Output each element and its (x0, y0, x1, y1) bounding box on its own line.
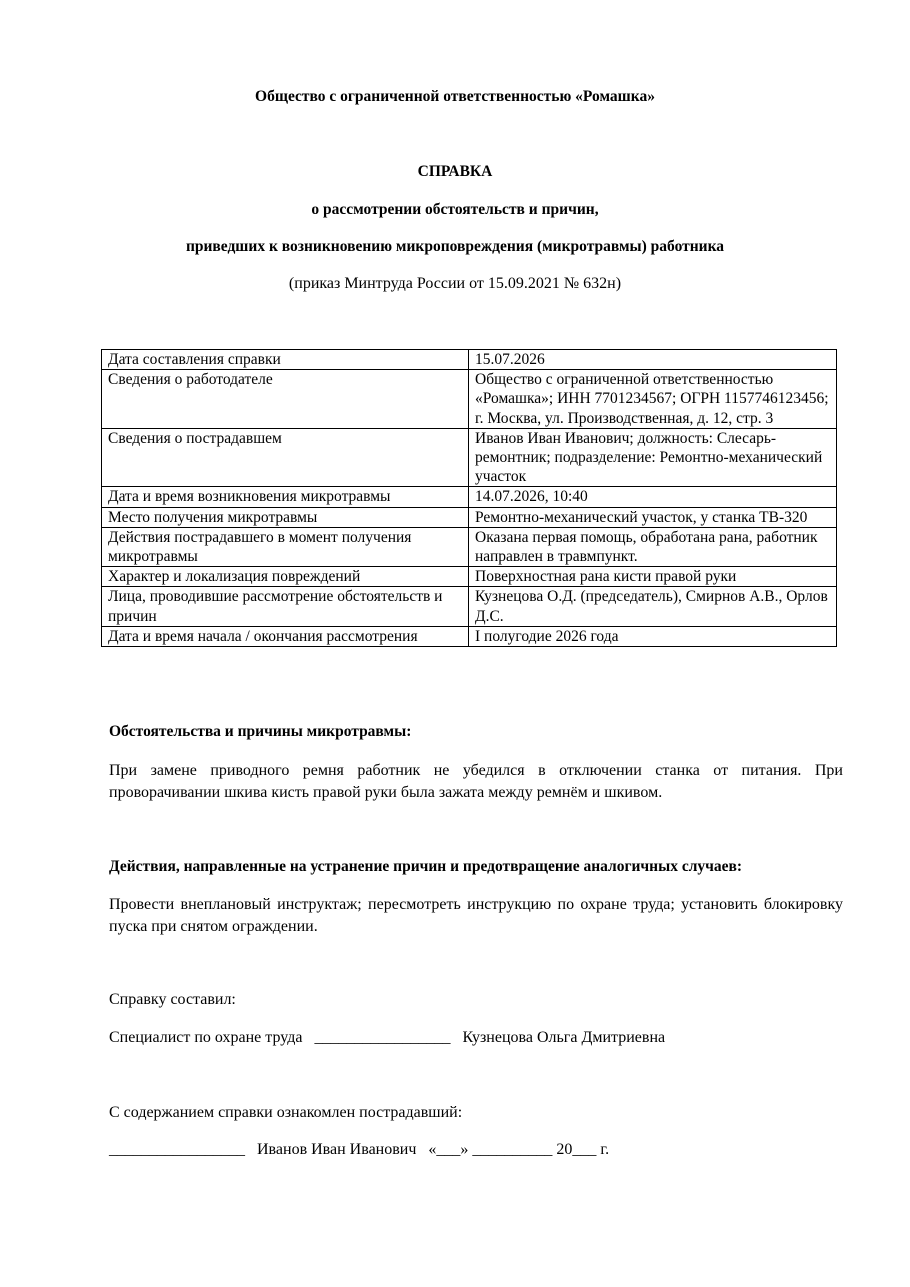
table-cell-value: Оказана первая помощь, обработана рана, работник направлен в травмпункт. (469, 527, 837, 566)
table-cell-label: Характер и локализация повреждений (102, 567, 469, 587)
table-row-injury-place (102, 507, 837, 527)
table-cell-label: Дата и время возникновения микротравмы (102, 487, 469, 507)
table-row-injury-nature (102, 567, 837, 587)
document-title: СПРАВКА (417, 163, 493, 180)
table-cell-value: Иванов Иван Иванович; должность: Слесарь-ремонтник; подразделение: Ремонтно-механический участок (469, 428, 837, 487)
table-cell-label: Сведения о работодателе (102, 370, 469, 429)
compiled-by-label: Справку составил: (109, 991, 236, 1008)
table-cell-value: I полугодие 2026 года (469, 626, 837, 646)
table-row-reviewers (102, 587, 837, 626)
measures-text: Провести внеплановый инструктаж; пересмотреть инструкцию по охране труда; установить блокировку пуска при снятом ограждении. (109, 896, 843, 935)
table-row-review-period (102, 626, 837, 646)
acknowledgement-label: С содержанием справки ознакомлен пострадавший: (109, 1104, 463, 1121)
table-cell-label: Сведения о пострадавшем (102, 428, 469, 487)
table-cell-value: 15.07.2026 (469, 350, 837, 370)
table-cell-value: Ремонтно-механический участок, у станка ТВ-320 (469, 507, 837, 527)
organization-name: Общество с ограниченной ответственностью «Ромашка» (255, 88, 655, 105)
table-row-employer (102, 370, 837, 429)
table-row-compilation-date (102, 350, 837, 370)
table-row-victim (102, 428, 837, 487)
circumstances-heading: Обстоятельства и причины микротравмы: (109, 723, 412, 740)
compiler-signature-line: Специалист по охране труда _________________ Кузнецова Ольга Дмитриевна (109, 1029, 666, 1046)
table-cell-label: Место получения микротравмы (102, 507, 469, 527)
table-cell-value: Общество с ограниченной ответственностью «Ромашка»; ИНН 7701234567; ОГРН 1157746123456; г. Москва, ул. Производственная, д. 12, стр. 3 (469, 370, 837, 429)
measures-heading: Действия, направленные на устранение причин и предотвращение аналогичных случаев: (109, 858, 743, 875)
table-cell-value: Поверхностная рана кисти правой руки (469, 567, 837, 587)
circumstances-text: При замене приводного ремня работник не убедился в отключении станка от питания. При проворачивании шкива кисть правой руки была зажата между ремнём и шкивом. (109, 762, 843, 801)
table-cell-value: Кузнецова О.Д. (председатель), Смирнов А.В., Орлов Д.С. (469, 587, 837, 626)
table-row-injury-datetime (102, 487, 837, 507)
table-row-victim-actions (102, 527, 837, 566)
table-cell-label: Дата составления справки (102, 350, 469, 370)
table-cell-label: Дата и время начала / окончания рассмотрения (102, 626, 469, 646)
info-table (101, 349, 837, 647)
victim-signature-line: _________________ Иванов Иван Иванович «___» __________ 20___ г. (109, 1141, 610, 1158)
document-subtitle-line-2: приведших к возникновению микроповреждения (микротравмы) работника (185, 238, 725, 255)
table-cell-label: Действия пострадавшего в момент получения микротравмы (102, 527, 469, 566)
table-cell-label: Лица, проводившие рассмотрение обстоятельств и причин (102, 587, 469, 626)
table-cell-value: 14.07.2026, 10:40 (469, 487, 837, 507)
document-subtitle-line-1: о рассмотрении обстоятельств и причин, (311, 201, 599, 218)
order-reference: (приказ Минтруда России от 15.09.2021 № 632н) (288, 275, 622, 292)
